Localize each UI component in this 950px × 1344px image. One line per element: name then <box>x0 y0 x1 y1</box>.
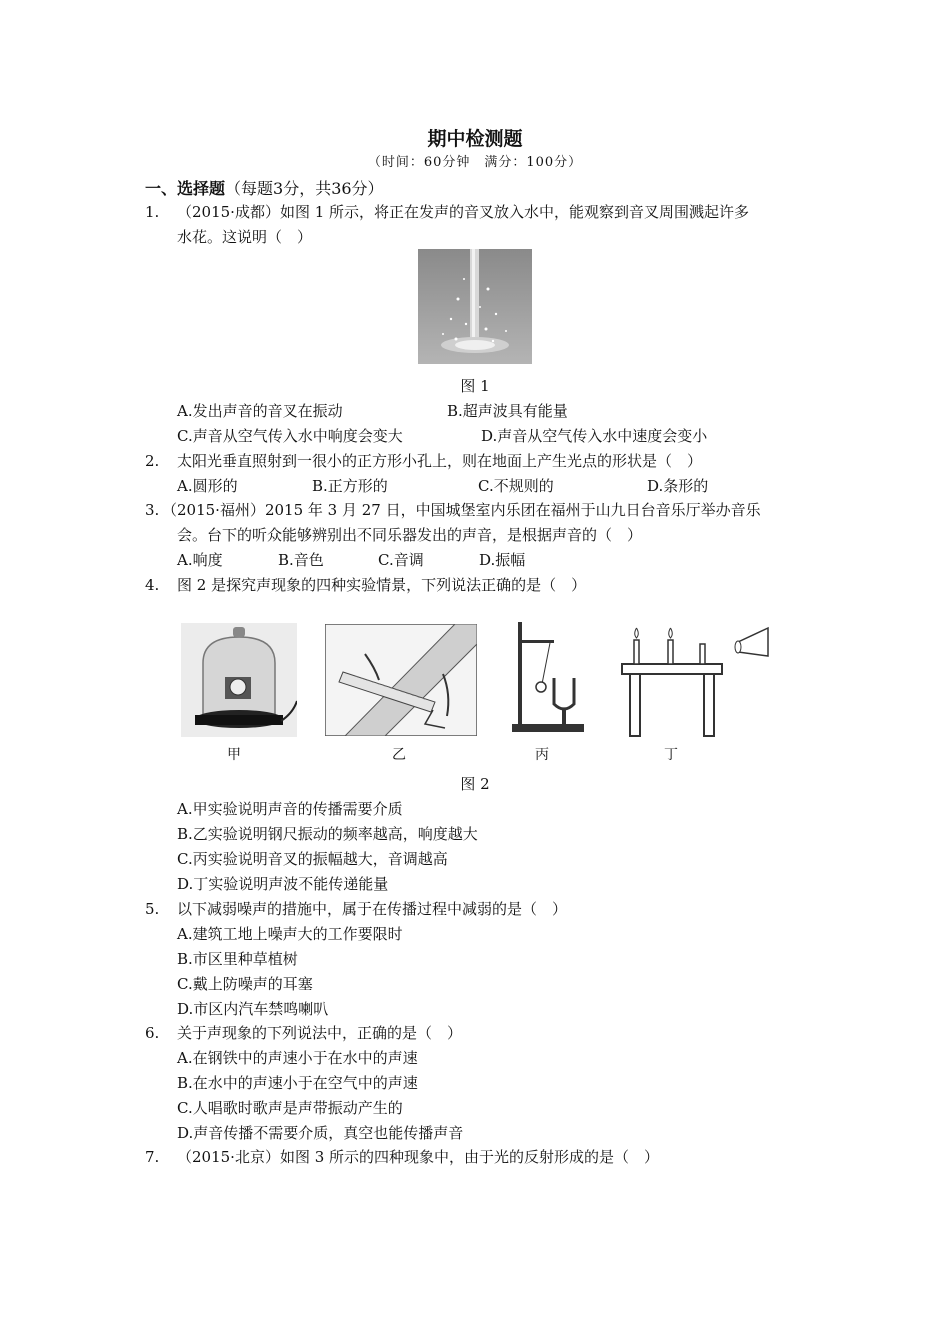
option-c: C.戴上防噪声的耳塞 <box>177 975 313 993</box>
section-heading <box>145 176 384 199</box>
question-text: 关于声现象的下列说法中，正确的是（ ） <box>177 1024 463 1042</box>
question-number: 7. <box>145 1148 160 1166</box>
option-a: A.建筑工地上噪声大的工作要限时 <box>177 925 403 943</box>
option-a: A.发出声音的音叉在振动 <box>177 402 343 420</box>
figure-caption: 图 2 <box>460 775 490 793</box>
tuning-fork-pendulum-image <box>508 620 588 736</box>
option-c: C.不规则的 <box>478 477 554 495</box>
option-d: D.条形的 <box>647 477 709 495</box>
section-title: 一、选择题 <box>145 179 226 198</box>
question-text: （2015·福州）2015 年 3 月 27 日，中国城堡室内乐团在福州于山九日台音乐厅举办音乐 <box>162 501 761 519</box>
question-text: 会。台下的听众能够辨别出不同乐器发出的声音，是根据声音的（ ） <box>177 526 643 544</box>
bell-jar-experiment-image <box>181 623 297 737</box>
option-c: C.丙实验说明音叉的振幅越大，音调越高 <box>177 850 448 868</box>
question-text: （2015·成都）如图 1 所示，将正在发声的音叉放入水中，能观察到音叉周围溅起许多 <box>177 203 750 221</box>
panel-label-ding: 丁 <box>664 747 678 763</box>
question-number: 1. <box>145 203 160 221</box>
section-note: （每题3分，共36分） <box>225 179 384 198</box>
option-b: B.在水中的声速小于在空气中的声速 <box>177 1074 418 1092</box>
question-text: 水花。这说明（ ） <box>177 228 313 246</box>
figure-caption: 图 1 <box>460 377 490 395</box>
question-text: 太阳光垂直照射到一很小的正方形小孔上，则在地面上产生光点的形状是（ ） <box>177 452 703 470</box>
option-c: C.声音从空气传入水中响度会变大 <box>177 427 403 445</box>
question-number: 2. <box>145 452 160 470</box>
option-a: A.圆形的 <box>177 477 238 495</box>
option-a: A.甲实验说明声音的传播需要介质 <box>177 800 403 818</box>
option-d: D.丁实验说明声波不能传递能量 <box>177 875 389 893</box>
question-text: 以下减弱噪声的措施中，属于在传播过程中减弱的是（ ） <box>177 900 568 918</box>
option-d: D.振幅 <box>479 551 526 569</box>
panel-label-bing: 丙 <box>535 747 549 763</box>
option-a: A.在钢铁中的声速小于在水中的声速 <box>177 1049 418 1067</box>
question-text: 图 2 是探究声现象的四种实验情景，下列说法正确的是（ ） <box>177 576 587 594</box>
steel-ruler-experiment-image <box>325 624 477 736</box>
tuning-fork-water-photo <box>418 249 532 364</box>
option-d: D.市区内汽车禁鸣喇叭 <box>177 1000 329 1018</box>
option-c: C.音调 <box>378 551 424 569</box>
panel-label-yi: 乙 <box>392 747 406 763</box>
panel-label-jia: 甲 <box>227 747 241 763</box>
question-number: 5. <box>145 900 160 918</box>
option-b: B.市区里种草植树 <box>177 950 298 968</box>
option-d: D.声音传播不需要介质，真空也能传播声音 <box>177 1124 464 1142</box>
option-b: B.音色 <box>278 551 324 569</box>
option-b: B.乙实验说明钢尺振动的频率越高，响度越大 <box>177 825 478 843</box>
candle-sound-experiment-image <box>620 624 770 738</box>
question-text: （2015·北京）如图 3 所示的四种现象中，由于光的反射形成的是（ ） <box>177 1148 660 1166</box>
option-c: C.人唱歌时歌声是声带振动产生的 <box>177 1099 403 1117</box>
option-d: D.声音从空气传入水中速度会变小 <box>481 427 708 445</box>
option-b: B.正方形的 <box>312 477 388 495</box>
question-number: 3. <box>145 501 160 519</box>
option-a: A.响度 <box>177 551 223 569</box>
page-subtitle: （时间：60分钟 满分：100分） <box>367 155 583 170</box>
option-b: B.超声波具有能量 <box>447 402 568 420</box>
question-number: 4. <box>145 576 160 594</box>
question-number: 6. <box>145 1024 160 1042</box>
page-title: 期中检测题 <box>427 128 523 150</box>
